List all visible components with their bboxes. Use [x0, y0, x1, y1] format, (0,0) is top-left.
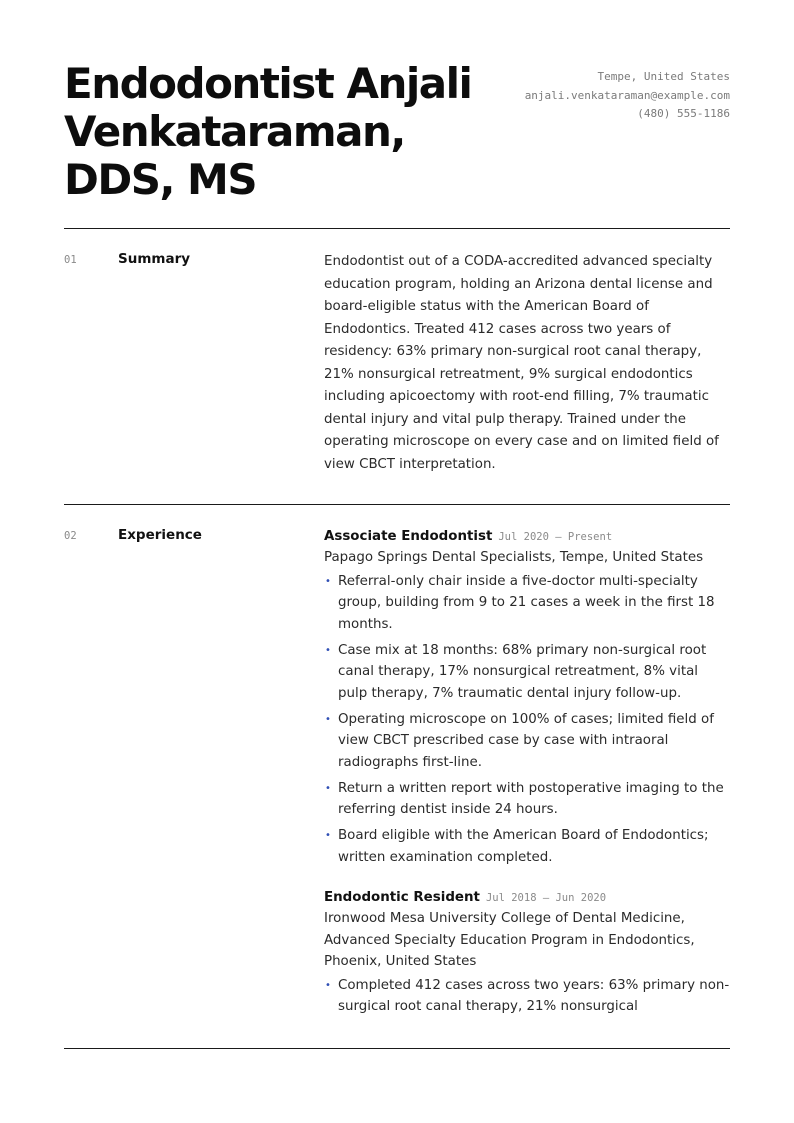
list-item: • Board eligible with the American Board of Endodontics; written examination completed. [324, 825, 730, 868]
job-title: Associate Endodontist [324, 529, 493, 544]
job-dates: Jul 2018 — Jun 2020 [485, 892, 607, 904]
list-item: • Case mix at 18 months: 68% primary non-surgical root canal therapy, 17% nonsurgical retreatment, 8% vital pulp therapy, 7% traumatic dental injury follow-up. [324, 640, 730, 705]
job-bullets [324, 975, 730, 1018]
candidate-name: Endodontist Anjali Venkataraman, DDS, MS [64, 59, 472, 204]
job-dates: Jul 2020 — Present [498, 531, 613, 543]
contact-location: Tempe, United States [597, 70, 730, 83]
contact-phone[interactable]: (480) 555-1186 [637, 107, 730, 120]
divider-bottom [64, 1048, 730, 1049]
resume-header [64, 60, 730, 204]
job-organization: Papago Springs Dental Specialists, Tempe, United States [324, 550, 704, 565]
job-entry [324, 888, 730, 1018]
job-entry [324, 527, 730, 868]
job-organization: Ironwood Mesa University College of Dental Medicine, Advanced Specialty Education Program in Endodontics, Phoenix, United States [324, 911, 695, 969]
job-bullets [324, 571, 730, 869]
list-item: • Operating microscope on 100% of cases; limited field of view CBCT prescribed case by case with intraoral radiographs first-line. [324, 709, 730, 774]
section-number: 01 [64, 254, 77, 266]
summary-section [64, 251, 730, 481]
section-number: 02 [64, 530, 77, 542]
list-item: • Referral-only chair inside a five-doctor multi-specialty group, building from 9 to 21 cases a week in the first 18 months. [324, 571, 730, 636]
experience-body [324, 527, 730, 1038]
section-title: Experience [118, 527, 202, 543]
experience-section [64, 527, 730, 1027]
contact-email[interactable]: anjali.venkataraman@example.com [524, 88, 730, 102]
job-title: Endodontic Resident [324, 890, 480, 905]
job-header [324, 527, 730, 547]
contact-block [525, 68, 730, 124]
list-item: • Completed 412 cases across two years: 63% primary non-surgical root canal therapy, 21% nonsurgical [324, 975, 730, 1018]
summary-text: Endodontist out of a CODA-accredited advanced specialty education program, holding an Arizona dental license and board-eligible status with the American Board of Endodontics. Treated 412 cases across two years of residency: 63% primary non-surgical root canal therapy, 21% nonsurgical retreatment, 9% surgical endodontics including apicoectomy with root-end filling, 7% traumatic dental injury and vital pulp therapy. Trained under the operating microscope on every case and on limited field of view CBCT interpretation. [324, 254, 719, 472]
divider-top [64, 228, 730, 229]
job-header [324, 888, 730, 908]
divider-summary [64, 504, 730, 505]
list-item: • Return a written report with postoperative imaging to the referring dentist inside 24 hours. [324, 778, 730, 821]
section-title: Summary [118, 251, 191, 267]
